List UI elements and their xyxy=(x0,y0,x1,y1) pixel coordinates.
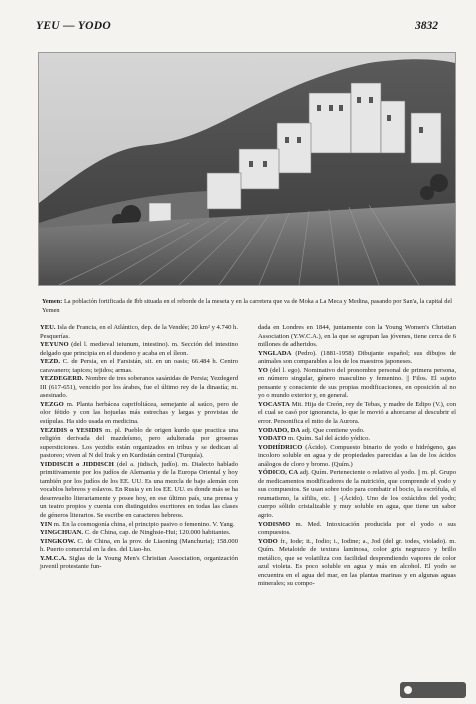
entry-definition: fr., Iode; it., Iodio; i., Iodine; a., Jod (del gr. iodes, violado). m. Quím. Metaloide de textura laminosa, color gris negruzco y brillo metálico, que se volatiliza con facilidad desprendiendo vapores de color azul violeta. Es poco soluble en agua y más en alcohol. El yodo se encuentra en el agua del mar, en las plantas marinas y en algunas aguas minerales; su compo- xyxy=(258,537,456,588)
entry-headword: YEZD. xyxy=(40,358,60,366)
dictionary-entry xyxy=(40,555,238,572)
entry-definition: m. Med. Intoxicación producida por el yodo o sus compuestos. xyxy=(258,520,456,537)
entry-headword: YEZDEGERD. xyxy=(40,375,84,383)
entry-definition: (Pedro). (1881-1958) Dibujante español; sus dibujos de animales son comparables a los de los maestros japoneses. xyxy=(258,349,456,366)
entry-headword: YEZGO xyxy=(40,400,64,408)
entry-headword: YINGKOW. xyxy=(40,537,76,545)
entry-definition: m. Planta herbácea caprifoliácea, semejante al saúco, pero de olor fétido y con las hojuelas más estrechas y largas y provistas de estípulas. Ha sido usada en medicina. xyxy=(40,400,238,426)
entry-definition: (del l. ego). Nominativo del pronombre personal de primera persona, en número singular, género masculino y femenino. || Filos. El sujeto pensante y consciente de sus propias modificaciones, en oposición al no yo o mundo exterior y, en general. xyxy=(258,366,456,400)
entry-headword: YIN xyxy=(40,520,53,528)
entry-headword: YEU. xyxy=(40,324,56,331)
dictionary-entry xyxy=(258,521,456,538)
dictionary-entry xyxy=(258,444,456,470)
dictionary-entry xyxy=(258,538,456,589)
entry-definition: m. Quím. Sal del ácido yódico. xyxy=(286,435,371,443)
entry-headword: YNGLADA xyxy=(258,349,292,357)
dictionary-entry xyxy=(40,461,238,521)
dictionary-entry xyxy=(40,375,238,401)
entry-definition: C. de Persia, en el Farsistán, sit. en un oasis; 66.484 h. Centro caravanero; tapices; tejidos; armas. xyxy=(40,358,238,374)
entry-definition: Mit. Hija de Creón, rey de Tebas, y madre de Edipo (V.), con el cual se casó por ignorancia, lo que le movió a ahorcarse al descubrir el error. Personifica el mito de la Aurora. xyxy=(258,400,456,426)
entry-headword: YO xyxy=(258,366,268,374)
dictionary-entry xyxy=(40,538,238,555)
entry-headword: YEYUNO xyxy=(40,341,69,349)
entry-definition: (del a. jüdisch, judío). m. Dialecto hablado primitivamente por los judíos de Alemania y de la Europa Oriental y hoy también por los judíos de los EE. UU. Es una mezcla de bajo alemán con vocablos hebreos y eslavos. En Rusia y en los EE. UU. es donde más se ha desenvuelto literariamente y posee hoy, en ese último país, una prensa y un teatro propios y cuenta con distinguidos escritores en todas las clases de géneros literarios. Se escribe en caracteres hebreos. xyxy=(40,460,238,520)
dictionary-entry xyxy=(258,427,456,436)
entry-headword: YEZIDIS o YESIDIS xyxy=(40,426,103,434)
entry-definition: m. En la cosmogonía china, el principio pasivo o femenino. V. Yang. xyxy=(52,520,235,528)
caption-lead: Yemen: xyxy=(42,298,63,305)
entry-definition: adj. Que contiene yodo. xyxy=(300,426,365,434)
entry-headword: Y.M.C.A. xyxy=(40,554,67,562)
photo-illustration xyxy=(39,53,455,285)
entry-headword: YINGCHUAN. xyxy=(40,529,84,537)
entry-headword: YIDDISCH o JIDDISCH xyxy=(40,460,114,468)
entry-definition: C. de China, en la prov. de Liaoning (Manchuria); 158.000 h. Puerto comercial en la des. del Liao-ho. xyxy=(40,537,238,554)
photo-caption xyxy=(42,298,452,315)
entry-headword: YOCASTA xyxy=(258,400,290,408)
ibb-town-photo xyxy=(38,52,456,286)
dictionary-entry xyxy=(258,401,456,427)
entry-headword: YODHÍDRICO xyxy=(258,443,303,451)
entry-definition: m. pl. Pueblo de origen kurdo que practica una religión derivada del mazdeísmo, pero adulterada por groseras supersticiones. Los yezidis están organizados en tribus y se dedican al pastoreo; viven al N del Irak y en Kurdistán central (Turquía). xyxy=(40,426,238,460)
dictionary-entry xyxy=(40,324,238,341)
entry-headword: YODISMO xyxy=(258,520,291,528)
dictionary-entry xyxy=(40,529,238,538)
right-column xyxy=(258,324,456,589)
dictionary-entry xyxy=(258,350,456,367)
dictionary-entry xyxy=(258,367,456,401)
running-header-title: YEU — YODO xyxy=(36,20,111,32)
dictionary-entry xyxy=(40,401,238,427)
entry-headword: YODADO, DA xyxy=(258,426,301,434)
dictionary-entry xyxy=(40,521,238,530)
entry-definition: dada en Londres en 1844, juntamente con la Young Women's Christian Association (Y.W.C.A.), en la que se agrupan las jóvenes, tiene cerca de 6 millones de adheridos. xyxy=(258,324,456,349)
dictionary-entry xyxy=(258,469,456,520)
entry-headword: YÓDICO, CA xyxy=(258,469,299,477)
entry-definition: C. de China, cap. de Ninghsie-Hui; 120.000 habitantes. xyxy=(83,529,231,537)
dictionary-entry xyxy=(258,435,456,444)
entry-definition: (Ácido). Compuesto binario de yodo e hidrógeno, gas incoloro soluble en agua y de propiedades parecidas a las de los ácidos análogos de cloro y bromo. (Quím.) xyxy=(258,443,456,468)
dictionary-entry xyxy=(258,324,456,350)
entry-definition: adj. Quím. Perteneciente o relativo al yodo. || m. pl. Grupo de medicamentos modificadores de la nutrición, que comprende el yodo y sus compuestos. Se usan sobre todo para combatir el bocio, la escrófula, el reumatismo, la sífilis, etc. || -(Ácido). Uno de los oxiácidos del yodo; cuerpo sólido cristalizable y muy soluble en agua, que tiene un sabor agrio. xyxy=(258,469,456,520)
dictionary-entry xyxy=(40,427,238,461)
dictionary-entry xyxy=(40,358,238,375)
entry-definition: Isla de Francia, en el Atlántico, dep. de la Vendée; 20 km² y 4.740 h. Pesquerías. xyxy=(40,324,238,340)
page-number: 3832 xyxy=(415,20,438,32)
watermark-logo-icon xyxy=(400,682,466,698)
dictionary-entry xyxy=(40,341,238,358)
entry-definition: Siglas de la Young Men's Christian Association, organización juvenil protestante fun- xyxy=(40,554,238,571)
entry-definition: (del l. medieval ieiunum, intestino). m. Sección del intestino delgado que principia en el duodeno y acaba en el íleon. xyxy=(40,341,238,357)
left-column xyxy=(40,324,238,572)
caption-text: La población fortificada de Ibb situada en el reborde de la meseta y en la carretera que va de Moka a La Meca y Medina, pasando por San'a, la capital del Yemen xyxy=(42,298,452,314)
entry-definition: Nombre de tres soberanos sasánidas de Persia; Yezdegerd III (617-651), vencido por los árabes, fue el último rey de la dinastía; m. asesinado. xyxy=(40,375,238,400)
entry-headword: YODATO xyxy=(258,435,287,443)
entry-headword: YODO xyxy=(258,537,278,545)
